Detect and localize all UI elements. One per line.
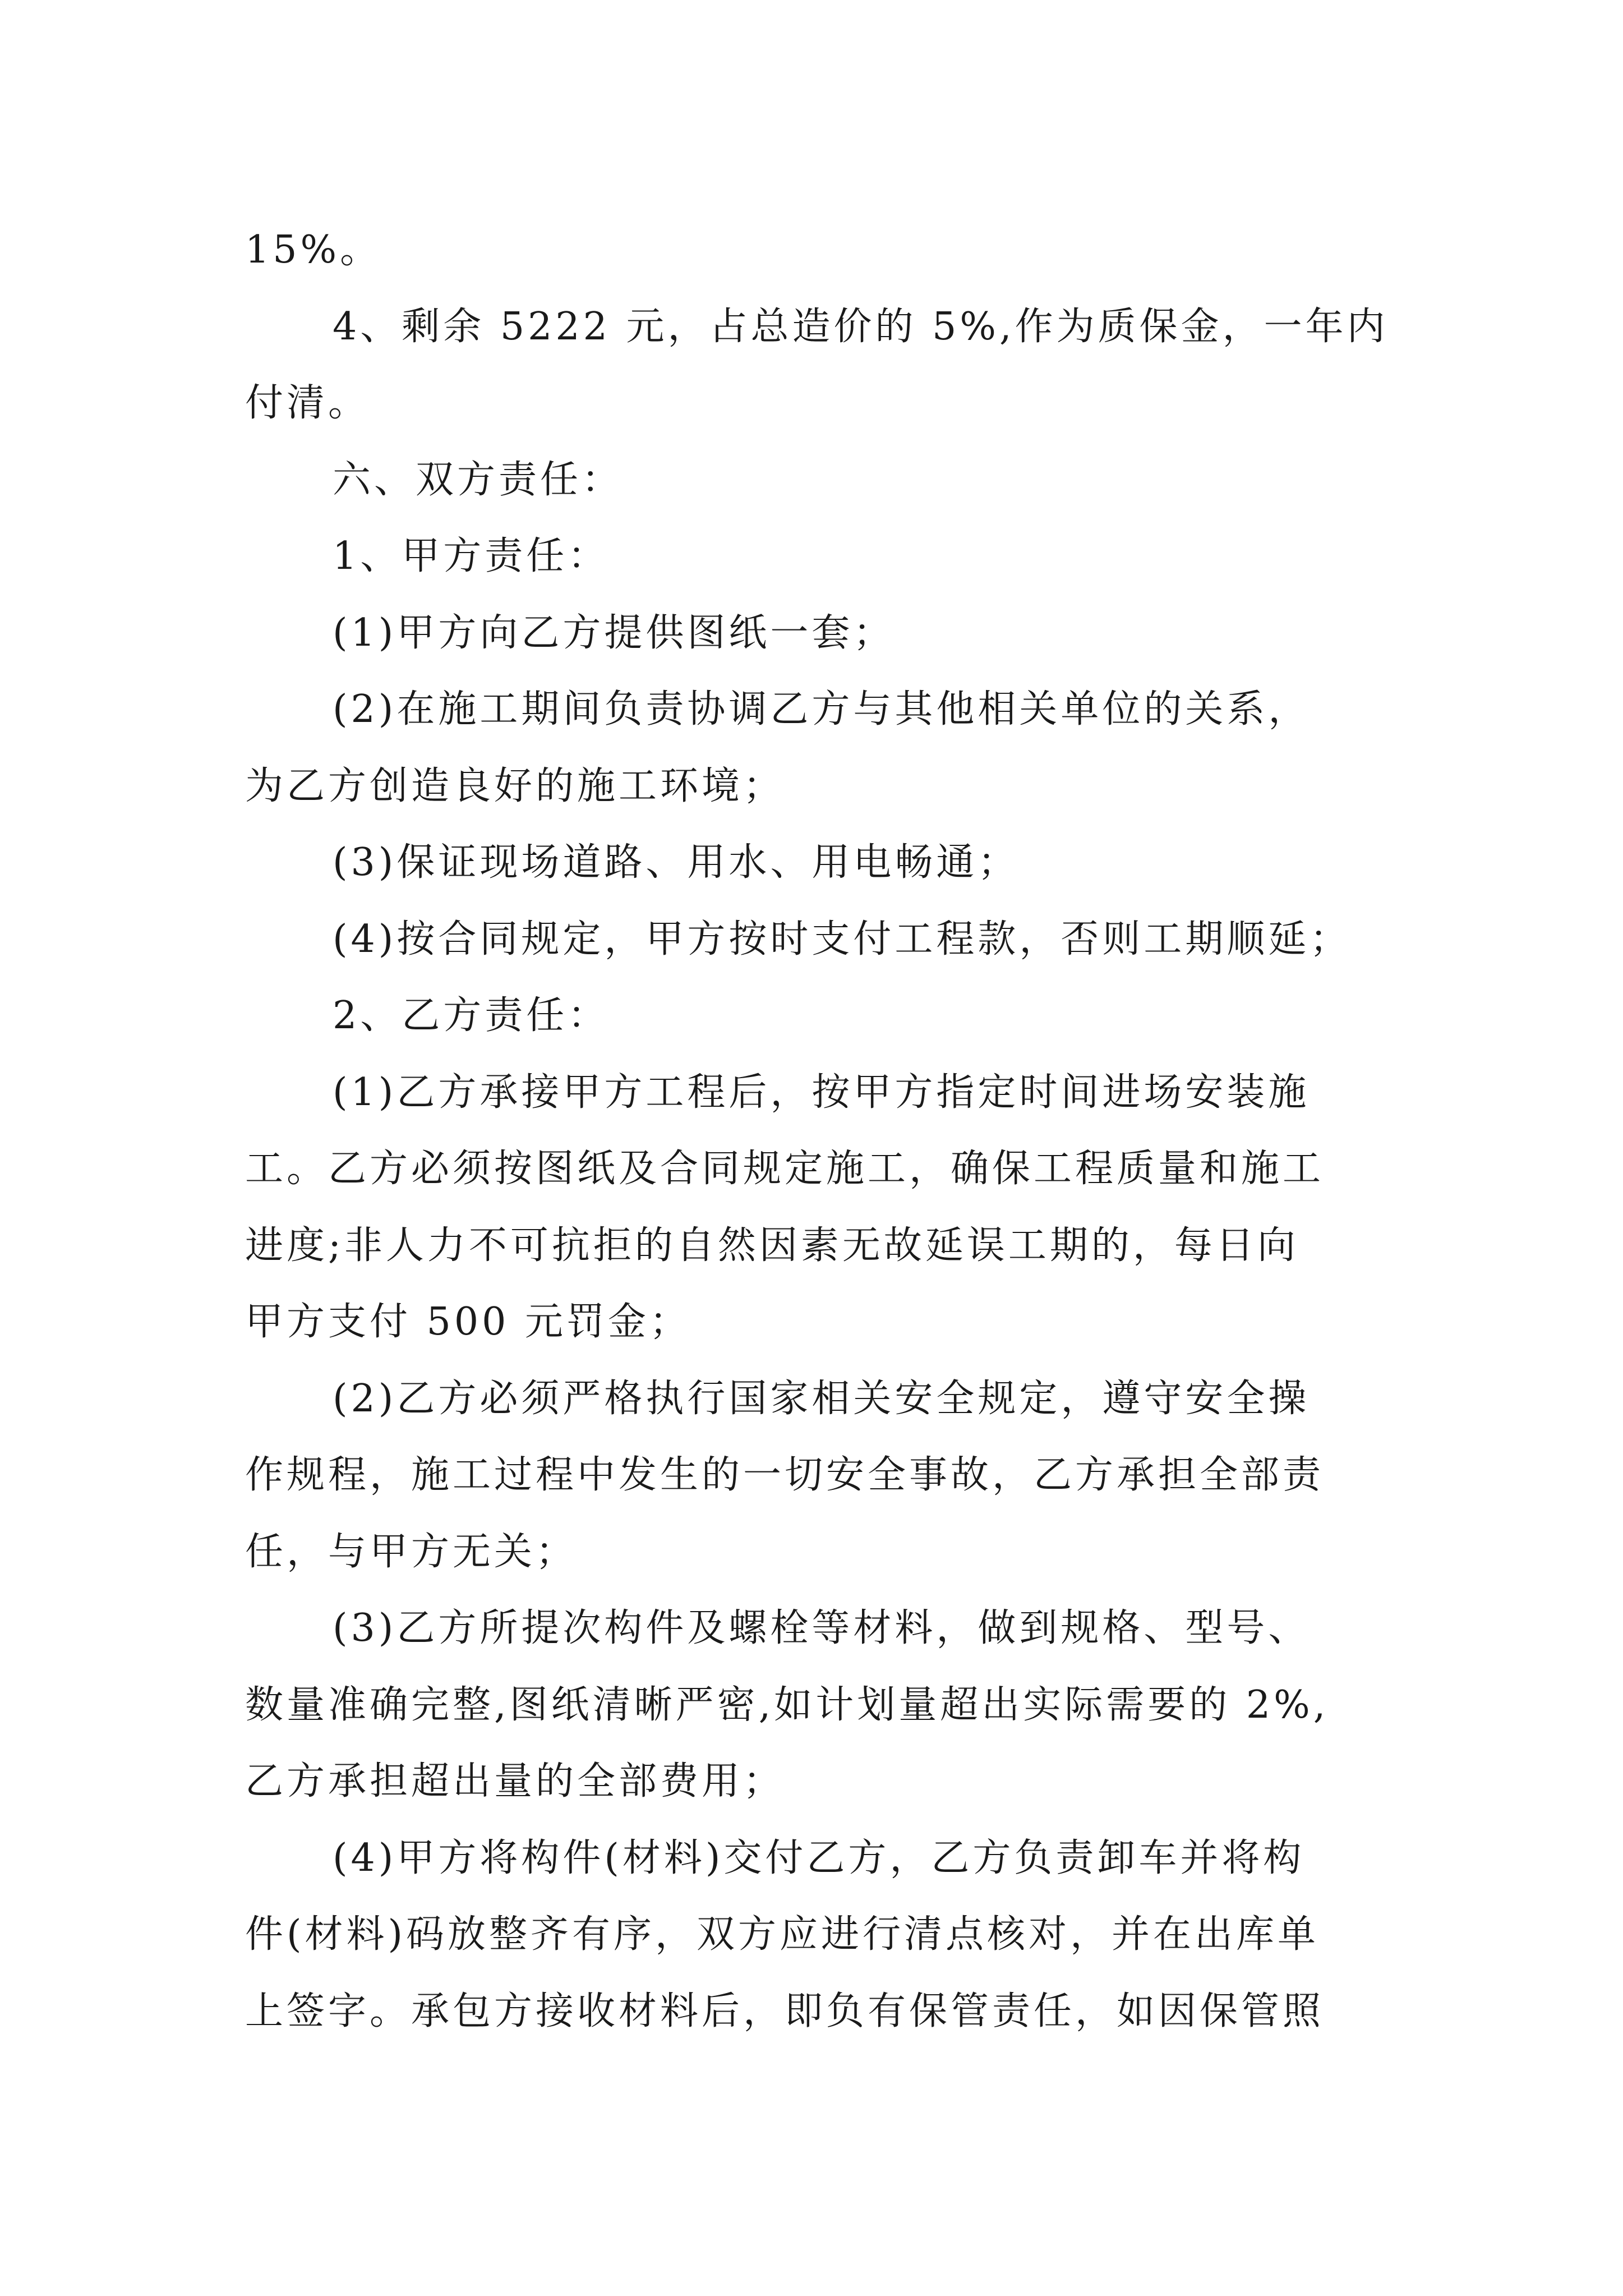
text-line: (3)乙方所提次构件及螺栓等材料，做到规格、型号、 (333, 1606, 1310, 1650)
text-line: 上签字。承包方接收材料后，即负有保管责任，如因保管照 (245, 1989, 1325, 2033)
text-line: 六、双方责任： (333, 457, 624, 502)
text-line: 工。乙方必须按图纸及合同规定施工，确保工程质量和施工 (245, 1147, 1325, 1191)
text-line: 2、乙方责任： (333, 993, 610, 1038)
text-line: (1)乙方承接甲方工程后，按甲方指定时间进场安装施 (333, 1070, 1310, 1115)
text-line: (4)甲方将构件(材料)交付乙方，乙方负责卸车并将构 (333, 1835, 1305, 1880)
document-body (245, 212, 1389, 2050)
text-line: 进度;非人力不可抗拒的自然因素无故延误工期的，每日向 (245, 1223, 1299, 1268)
text-line: 件(材料)码放整齐有序，双方应进行清点核对，并在出库单 (245, 1912, 1320, 1957)
text-line: 为乙方创造良好的施工环境； (245, 763, 785, 808)
text-line: (1)甲方向乙方提供图纸一套； (333, 610, 895, 655)
text-line: 任，与甲方无关； (245, 1529, 578, 1574)
text-line: 甲方支付 500 元罚金； (245, 1300, 691, 1344)
text-line: (2)在施工期间负责协调乙方与其他相关单位的关系， (333, 687, 1310, 731)
text-line: 付清。 (245, 381, 370, 425)
text-line: 乙方承担超出量的全部费用； (245, 1759, 785, 1803)
text-line: (2)乙方必须严格执行国家相关安全规定，遵守安全操 (333, 1376, 1310, 1421)
text-line: 15%。 (245, 228, 382, 272)
text-line: 作规程，施工过程中发生的一切安全事故，乙方承担全部责 (245, 1453, 1325, 1497)
text-line: 数量准确完整,图纸清晰严密,如计划量超出实际需要的 2%, (245, 1682, 1329, 1727)
text-line: (4)按合同规定，甲方按时支付工程款，否则工期顺延； (333, 917, 1352, 961)
text-line: (3)保证现场道路、用水、用电畅通； (333, 840, 1020, 885)
text-line: 4、剩余 5222 元，占总造价的 5%,作为质保金，一年内 (333, 304, 1389, 349)
text-line: 1、甲方责任： (333, 534, 610, 578)
